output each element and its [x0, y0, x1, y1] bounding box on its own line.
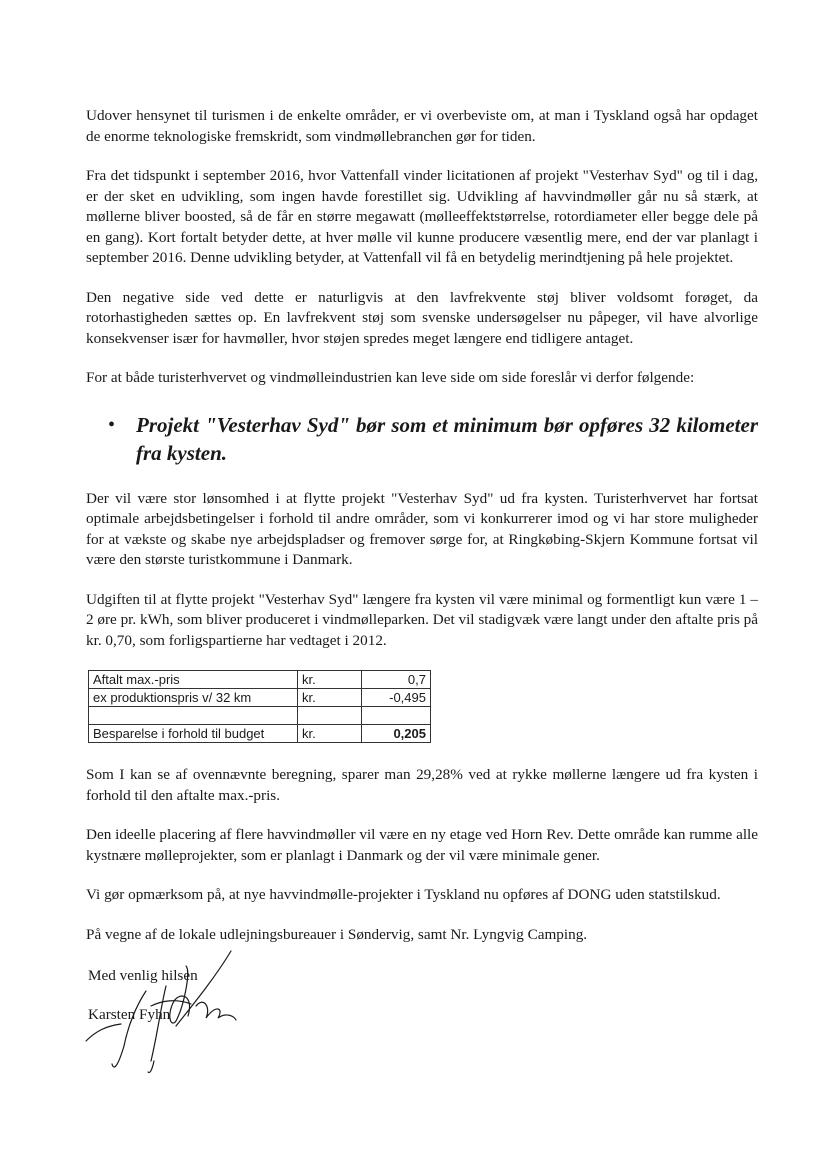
table-cell: Besparelse i forhold til budget [89, 725, 298, 743]
paragraph-dong: Vi gør opmærksom på, at nye havvindmølle-projekter i Tyskland nu opføres af DONG uden statstilskud. [86, 886, 721, 903]
table-cell: 0,7 [362, 671, 431, 689]
table-cell [298, 707, 362, 725]
table-row [89, 671, 431, 689]
table-cell: -0,495 [362, 689, 431, 707]
paragraph-cost: Udgiften til at flytte projekt "Vesterhav Syd" længere fra kysten vil være minimal og formentligt kun være 1 – 2 øre pr. kWh, som bliver produceret i vindmølleparken. Det vil stadigvæk være langt under den aftalte pris på kr. 0,70, som forligspartierne har vedtaget i 2012. [86, 590, 758, 649]
paragraph-tourism: Udover hensynet til turismen i de enkelte områder, er vi overbeviste om, at man i Tyskland også har opdaget de enorme teknologiske fremskridt, som vindmøllebranchen gør for tiden. [86, 107, 758, 145]
table-row [89, 707, 431, 725]
table-cell [89, 707, 298, 725]
table-cell: kr. [298, 725, 362, 743]
letter-page [86, 106, 758, 1074]
handwritten-signature-icon [66, 946, 266, 1076]
paragraph-on-behalf: På vegne af de lokale udlejningsbureauer i Søndervig, samt Nr. Lyngvig Camping. [86, 925, 588, 943]
price-table [88, 670, 431, 743]
signature-name: Karsten Fyhn [88, 1006, 171, 1023]
paragraph-savings: Som I kan se af ovennævnte beregning, sparer man 29,28% ved at rykke møllerne længere ud fra kysten i forhold til den aftalte max.-pris. [86, 766, 758, 804]
proposal-bullet [86, 411, 758, 467]
table-cell: kr. [298, 689, 362, 707]
bullet-dot-icon: • [108, 413, 116, 436]
table-cell: ex produktionspris v/ 32 km [89, 689, 298, 707]
paragraph-profitability: Der vil være stor lønsomhed i at flytte projekt "Vesterhav Syd" ud fra kysten. Turisterhvervet har fortsat optimale arbejdsbetingelser i forhold til andre områder, som vi konkurrerer imod og vi har store muligheder for at vækste og skabe nye arbejdspladser og fremover sørge for, at Ringkøbing-Skjern Kommune fortsat vil være den største turistkommune i Danmark. [86, 489, 758, 568]
signature-greeting: Med venlig hilsen [88, 967, 198, 984]
table-row [89, 689, 431, 707]
paragraph-noise: Den negative side ved dette er naturligvis at den lavfrekvente støj bliver voldsomt forøget, da rotorhastigheden sættes op. En lavfrekvent støj som svenske undersøgelser nu påpeger, vil have alvorlige konsekvenser især for havmøller, hvor støjen spredes meget længere end tidligere antaget. [86, 288, 758, 347]
proposal-text: Projekt "Vesterhav Syd" bør som et minimum bør opføres 32 kilometer fra kysten. [136, 412, 758, 465]
paragraph-vattenfall: Fra det tidspunkt i september 2016, hvor Vattenfall vinder licitationen af projekt "Vesterhav Syd" og til i dag, er der sket en udvikling, som ingen havde forestillet sig. Udvikling af havvindmøller går nu så stærk, at møllerne bliver boosted, så de får en større megawatt (mølleeffektstørrelse, rotordiameter eller begge dele på en gang). Kort fortalt betyder dette, at hver mølle vil kunne producere væsentlig mere, end der var planlagt i september 2016. Denne udvikling betyder, at Vattenfall vil få en betydelig merindtjening på hele projektet. [86, 167, 758, 266]
table-cell: Aftalt max.-pris [89, 671, 298, 689]
table-cell: kr. [298, 671, 362, 689]
signature-block [86, 964, 758, 1074]
table-cell [362, 707, 431, 725]
paragraph-horn-rev: Den ideelle placering af flere havvindmøller vil være en ny etage ved Horn Rev. Dette område kan rumme alle kystnære mølleprojekter, som er planlagt i Danmark og der vil være minimale gener. [86, 826, 758, 864]
table-cell-total: 0,205 [362, 725, 431, 743]
table-row [89, 725, 431, 743]
paragraph-proposal-intro: For at både turisterhvervet og vindmølleindustrien kan leve side om side foreslår vi derfor følgende: [86, 369, 695, 386]
